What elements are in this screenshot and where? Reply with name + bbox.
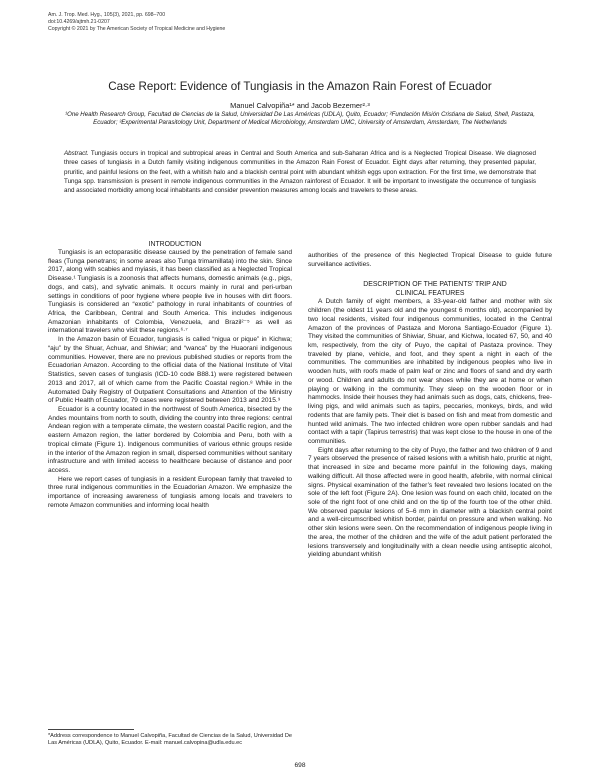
doi: doi:10.4269/ajtmh.21-0207: [48, 19, 110, 25]
intro-paragraph: Ecuador is a country located in the northwest of South America, bisected by the Andes mountains from north to south, dividing the country into three regions: central Andean region with a temperate climate, the western coastal Pacific region, and the eastern Amazon region, the latter bordered by Colombia and Peru, both with a tropical climate (Figure 1). Indigenous communities of various ethnic groups reside in the interior of the Amazon region in small, dispersed communities without sanitary infrastructure and with limited access to healthcare because of distance and poor access.: [48, 405, 292, 474]
continued-paragraph: authorities of the presence of this Neglected Tropical Disease to guide future surveillance activities.: [308, 252, 552, 268]
affiliations: ¹One Health Research Group, Facultad de Ciencias de la Salud, Universidad De Las Américas (UDLA), Quito, Ecuador; ²Fundación Misión Cristiana de Salud, Shell, Pastaza, Ecuador; ³Experimental Parasitology Unit, Department of Medical Microbiology, Amsterdam UMC, University of Amsterdam, Amsterdam, The Netherlands: [65, 111, 535, 126]
section-heading-description: DESCRIPTION OF THE PATIENTS’ TRIP AND CLINICAL FEATURES: [363, 281, 507, 298]
section-heading-introduction: INTRODUCTION: [148, 241, 202, 248]
copyright: Copyright © 2021 by The American Society of Tropical Medicine and Hygiene: [48, 26, 226, 32]
abstract: [64, 149, 536, 195]
journal-citation: Am. J. Trop. Med. Hyg., 105(3), 2021, pp. 698–700: [48, 12, 166, 18]
article-title: Case Report: Evidence of Tungiasis in the Amazon Rain Forest of Ecuador: [108, 80, 492, 93]
intro-paragraph: Here we report cases of tungiasis in a resident European family that traveled to three rural indigenous communities in the Ecuadorian Amazon. We emphasize the importance of increasing awareness of tungiasis among locals and travelers to remote Amazon communities and informing local health: [48, 475, 292, 509]
footnote-rule: [48, 729, 134, 730]
left-column: [48, 240, 292, 511]
author-list: Manuel Calvopiña¹* and Jacob Bezemer²·³: [230, 101, 370, 110]
intro-paragraph: Tungiasis is an ectoparasitic disease caused by the penetration of female sand fleas (Tunga penetrans; in some areas also Tunga trimamillata) into the skin. Since 2017, along with scabies and myiasis, it has been classified as a Neglected Tropical Disease.¹ Tungiasis is a zoonosis that affects humans, domestic animals (e.g., pigs, dogs, and cats), and sylvatic animals. It occurs mainly in rural and peri-urban settings in conditions of poor hygiene where people live in houses with dirt floors. Tungiasis is considered an “exotic” pathology in rural inhabitants of countries of Africa, the Caribbean, Central and South America. This includes indigenous Amazonian inhabitants of Colombia, Venezuela, and Brazil²⁻⁵ as well as international travelers who visit these regions.⁶·⁷: [48, 249, 292, 335]
description-paragraph: A Dutch family of eight members, a 33-year-old father and mother with six children (the oldest 11 years old and the youngest 6 months old), accompanied by two local residents, visited four indigenous communities, located in the Central Amazon of the provinces of Pastaza and Morona Santiago-Ecuador (Figure 1). They visited the communities of Shiwiar, Shuar, and Kichwa, located 67, 50, and 40 km, respectively, from the city of Puyo, the capital of Pastaza province. They traveled by plane, vehicle, and foot, and they spent a night in each of the communities. The communities are inhabited by indigenous peoples who live in wooden huts, with roofs made of palm leaf or zinc and floors of sand and dry earth or wood. Children and adults do not wear shoes while they are at home or when playing or walking in the community. They sleep on the wooden floor or in hammocks. Inside their houses they had animals such as dogs, cats, chickens, free-living pigs, and wild animals such as tapirs, peccaries, monkeys, birds, and wild rodents that are family pets. Their diet is based on fish and meat from domestic and hunted wild animals. The two infected children wore open rubber sandals and had contact with a tapir (Tapirus terrestris) that was kept close to the house in one of the communities.: [308, 298, 552, 445]
intro-paragraph: In the Amazon basin of Ecuador, tungiasis is called “nigua or pique” in Kichwa; “aju” by the Shuar, Achuar, and Shiwiar; and “wanca” by the Huaorani indigenous communities. However, there are no previous published studies or reports from the Ecuadorian Amazon. According to the official data of the National Institute of Vital Statistics, seven cases of tungiasis (ICD-10 code B88.1) were registered between 2013 and 2017, all of which came from the Pacific Coastal region.⁸ While in the Automated Daily Registry of Outpatient Consultations and Attention of the Ministry of Public Health of Ecuador, 79 cases were registered between 2013 and 2015.⁹: [48, 336, 292, 405]
journal-header: [48, 12, 225, 33]
abstract-text: Tungiasis occurs in tropical and subtropical areas in Central and South America and sub-Saharan Africa and is a Neglected Tropical Disease. We diagnosed three cases of tungiasis in a Dutch family visiting indigenous communities in the Amazon Rain Forest of Ecuador. Eight days after returning, they presented papular, pruritic, and painful lesions on the feet, with a whitish halo and a blackish central point with abundant whitish eggs upon extraction. For the first time, we demonstrate that Tunga spp. transmission is present in remote indigenous communities in the Amazon rainforest of Ecuador. It will be important to investigate the occurrence of tungiasis and associated morbidity among local inhabitants and consider prevention measures among locals and travelers to these areas.: [64, 150, 536, 195]
right-column: [308, 252, 552, 560]
description-paragraph: Eight days after returning to the city of Puyo, the father and two children of 9 and 7 years observed the presence of raised lesions with a whitish halo, pruritic at night, that increased in size and became more painful in the following days, making walking difficult. All those affected were in good health, afebrile, with normal clinical signs. Physical examination of the father’s feet revealed two lesions located on the sole of the left foot (Figure 2A). One lesion was found on each child, located on the sole of the right foot of one child and on the tip of the fourth toe of the other child. We observed papular lesions of 5–6 mm in diameter with a blackish central point and a well-circumscribed whitish border, painful on pressure and when walking. No other skin lesions were seen. On the recommendation of indigenous people living in the area, the mother of the children and the wife of the adult patient perforated the lesions transversely and longitudinally with a clean needle using antiseptic alcohol, yielding abundant whitish: [308, 446, 552, 559]
correspondence-footnote: *Address correspondence to Manuel Calvopiña, Facultad de Ciencias de la Salud, Universidad De Las Américas (UDLA), Quito, Ecuador. E-mail: manuel.calvopina@udla.edu.ec: [48, 733, 292, 746]
page-number: 698: [294, 762, 306, 769]
abstract-label: Abstract.: [64, 150, 89, 157]
